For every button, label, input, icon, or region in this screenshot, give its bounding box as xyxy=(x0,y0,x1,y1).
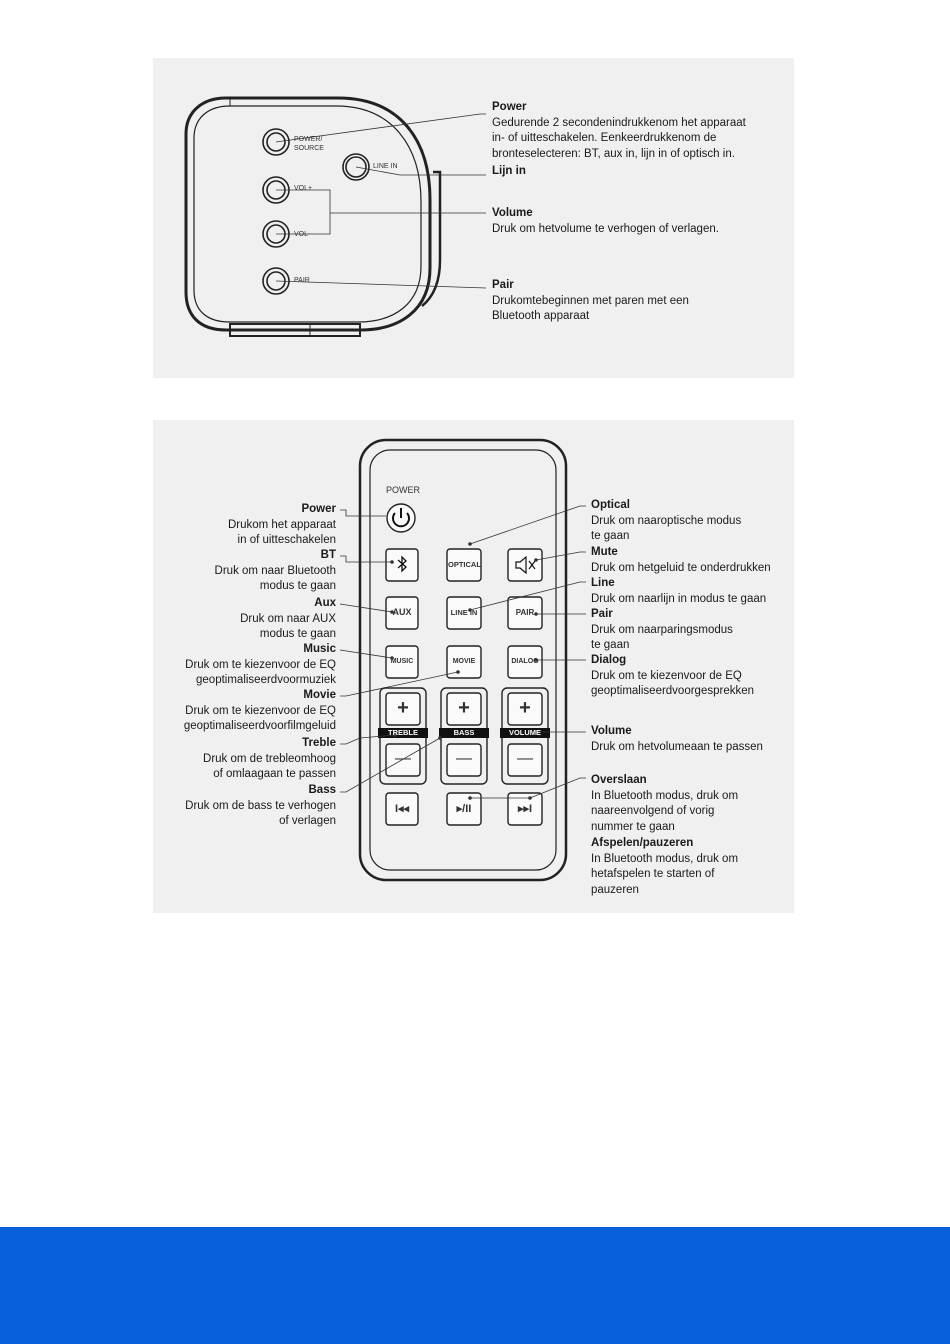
callout-line: Druk om naar Bluetooth xyxy=(214,564,336,577)
callout-remote-music xyxy=(185,642,336,689)
callout-line: pauzeren xyxy=(591,883,639,896)
callout-title: Lijn in xyxy=(492,165,526,177)
callout-line: Druk om hetvolume te verhogen of verlagen. xyxy=(492,222,719,235)
callout-title: Power xyxy=(301,503,336,515)
speaker-label-pair: PAIR xyxy=(294,277,310,284)
remote-label-music: MUSIC xyxy=(390,658,414,665)
callout-line: geoptimaliseerdvoormuziek xyxy=(196,674,336,686)
callout-title: Overslaan xyxy=(591,774,647,786)
callout-speaker-volume xyxy=(492,206,719,237)
callout-title: Dialog xyxy=(591,654,627,666)
callout-title: Volume xyxy=(591,725,632,737)
callout-line: of verlagen xyxy=(279,815,336,827)
callout-remote-dialog xyxy=(591,653,754,700)
callout-line: modus te gaan xyxy=(259,580,336,592)
callout-title: Afspelen/pauzeren xyxy=(591,837,694,849)
callout-remote-movie xyxy=(184,688,336,735)
prev-icon: I◂◂ xyxy=(394,803,410,815)
treble-minus-label: — xyxy=(395,750,411,767)
speaker-label-vol-up: VOL+ xyxy=(294,185,313,192)
callout-title: Pair xyxy=(492,279,514,291)
callout-line: Druk om te kiezenvoor de EQ xyxy=(591,669,742,682)
callout-remote-bass xyxy=(185,783,336,830)
callout-title: Power xyxy=(492,101,527,113)
callout-line: Druk om naarparingsmodus xyxy=(591,623,733,636)
remote-label-dialog: DIALOG xyxy=(511,658,539,665)
callout-title: Bass xyxy=(308,784,336,796)
callout-line: Bluetooth apparaat xyxy=(492,310,590,322)
callout-remote-treble xyxy=(203,736,336,783)
callout-line: Druk om de bass te verhogen xyxy=(185,799,336,812)
callout-line: Drukom het apparaat xyxy=(227,518,336,531)
callout-remote-bt xyxy=(215,548,336,595)
callout-speaker-pair xyxy=(492,278,689,325)
callout-line: te gaan xyxy=(591,530,630,542)
remote-label-line-in: LINE IN xyxy=(450,608,478,617)
callout-line: modus te gaan xyxy=(259,628,336,640)
remote-mute-button xyxy=(508,549,542,581)
speaker-label-vol-down: VOL- xyxy=(294,231,311,238)
callout-line: in of uitteschakelen xyxy=(237,534,336,546)
callout-line: nummer te gaan xyxy=(591,820,675,833)
callout-line: In Bluetooth modus, druk om xyxy=(591,789,739,802)
speaker-buttons xyxy=(263,129,369,294)
remote-label-pair: PAIR xyxy=(515,608,535,617)
next-icon: ▸▸I xyxy=(517,803,533,815)
callout-line: Druk om te kiezenvoor de EQ xyxy=(185,704,336,717)
callout-line: bronteselecteren: BT, aux in, lijn in of optisch in. xyxy=(492,147,735,160)
remote-label-treble: TREBLE xyxy=(388,728,418,737)
callout-line: in- of uitteschakelen. Eenkeerdrukkenom de xyxy=(492,132,717,144)
callout-line: Druk om naaroptische modus xyxy=(591,514,742,527)
remote-label-optical: OPTICAL xyxy=(448,560,481,569)
remote-label-bass: BASS xyxy=(453,728,475,737)
callout-line: geoptimaliseerdvoorgesprekken xyxy=(591,685,755,697)
callout-title: Optical xyxy=(591,499,630,511)
callout-line: Drukomtebeginnen met paren met een xyxy=(492,294,689,307)
callout-line: Druk om naar AUX xyxy=(240,612,336,625)
callout-line: geoptimaliseerdvoorfilmgeluid xyxy=(183,720,336,732)
callout-title: Mute xyxy=(591,546,618,558)
callout-title: Music xyxy=(303,643,336,655)
callout-remote-play xyxy=(591,836,738,898)
footer-band xyxy=(0,1227,950,1344)
callout-remote-line xyxy=(591,576,766,607)
callout-line: Gedurende 2 secondenindrukkenom het apparaat xyxy=(492,116,746,129)
callout-line: In Bluetooth modus, druk om xyxy=(591,852,739,865)
callout-remote-optical xyxy=(591,498,741,545)
remote-label-power: POWER xyxy=(386,485,421,495)
callout-title: Volume xyxy=(492,207,533,219)
callout-remote-volume xyxy=(591,724,763,755)
callout-remote-pair xyxy=(591,607,733,654)
callout-title: Line xyxy=(591,577,615,589)
treble-plus-label: + xyxy=(397,697,409,719)
callout-title: BT xyxy=(320,549,336,561)
speaker-label-power-1: POWER/ xyxy=(294,136,323,143)
callout-line: naareenvolgend of vorig xyxy=(591,805,715,817)
callout-title: Pair xyxy=(591,608,613,620)
callout-remote-power xyxy=(228,502,336,549)
speaker-label-power-2: SOURCE xyxy=(294,145,324,152)
callout-line: Druk om hetgeluid te onderdrukken xyxy=(591,561,771,574)
callout-speaker-power xyxy=(492,100,746,162)
callout-line: Druk om te kiezenvoor de EQ xyxy=(185,658,336,671)
callout-line: Druk om hetvolumeaan te passen xyxy=(591,740,763,753)
callout-remote-aux xyxy=(240,596,336,643)
play-pause-icon: ▸/II xyxy=(456,803,472,815)
bass-minus-label: — xyxy=(456,750,472,767)
callout-title: Treble xyxy=(302,737,336,749)
remote-label-volume: VOLUME xyxy=(508,728,542,737)
speaker-label-line-in: LINE IN xyxy=(373,163,398,170)
callout-line: hetafspelen te starten of xyxy=(591,868,715,880)
remote-label-aux: AUX xyxy=(392,607,412,617)
volume-plus-label: + xyxy=(519,697,531,719)
callout-line: te gaan xyxy=(591,639,630,651)
callout-line: Druk om naarlijn in modus te gaan xyxy=(591,592,767,605)
speaker-body xyxy=(186,98,440,336)
callout-speaker-line-in xyxy=(492,164,526,180)
callout-title: Aux xyxy=(314,597,336,609)
callout-title: Movie xyxy=(303,689,336,701)
volume-minus-label: — xyxy=(517,750,533,767)
callout-line: of omlaagaan te passen xyxy=(213,768,336,780)
callout-remote-skip xyxy=(591,773,738,835)
bass-plus-label: + xyxy=(458,697,470,719)
remote-label-movie: MOVIE xyxy=(452,658,476,665)
callout-remote-mute xyxy=(591,545,771,576)
callout-line: Druk om de trebleomhoog xyxy=(203,752,336,765)
